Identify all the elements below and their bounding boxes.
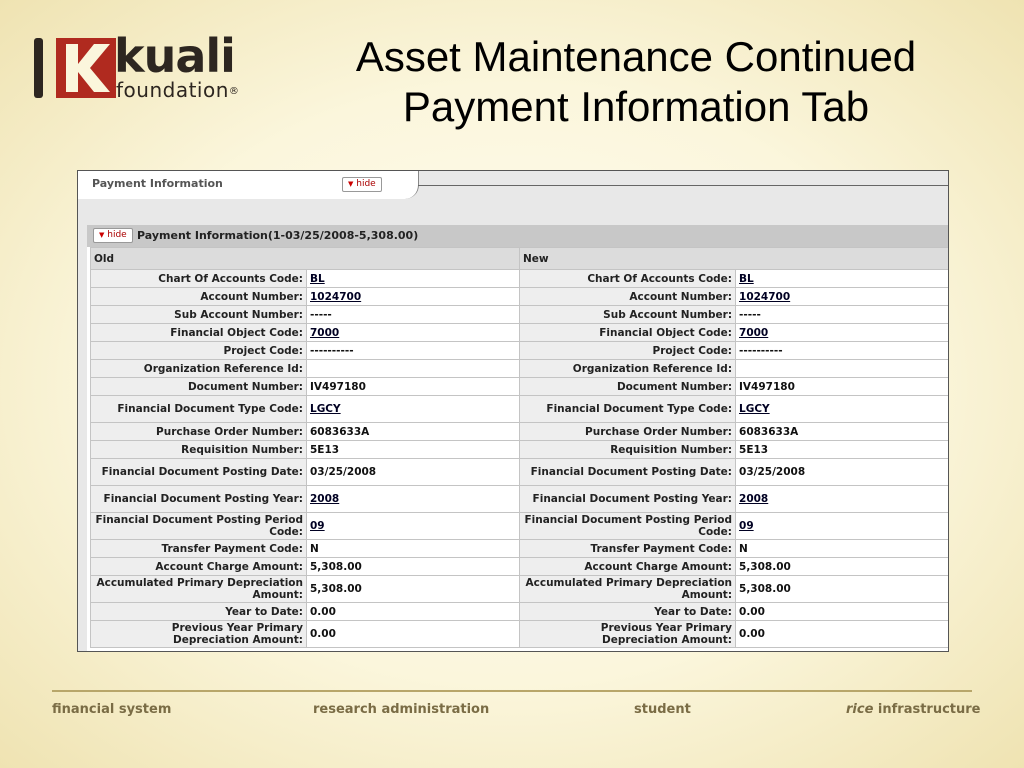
field-label: Document Number: xyxy=(91,378,307,396)
old-value: 0.00 xyxy=(307,603,520,621)
section-left-margin xyxy=(78,225,87,651)
old-value[interactable]: 7000 xyxy=(307,324,520,342)
field-label: Project Code: xyxy=(520,342,736,360)
field-label: Financial Document Type Code: xyxy=(520,396,736,423)
old-value[interactable]: LGCY xyxy=(307,396,520,423)
field-label: Year to Date: xyxy=(520,603,736,621)
footer-student: student xyxy=(634,702,691,717)
old-value: 5,308.00 xyxy=(307,558,520,576)
table-row xyxy=(91,324,949,342)
table-row xyxy=(91,360,949,378)
table-row xyxy=(91,342,949,360)
table-row xyxy=(91,558,949,576)
table-row xyxy=(91,513,949,540)
footer-divider xyxy=(52,690,972,692)
new-value[interactable]: 1024700 xyxy=(736,288,949,306)
table-row xyxy=(91,378,949,396)
field-label: Transfer Payment Code: xyxy=(91,540,307,558)
new-value: N xyxy=(736,540,949,558)
field-label: Financial Document Posting Year: xyxy=(520,486,736,513)
field-label: Chart Of Accounts Code: xyxy=(520,270,736,288)
table-row xyxy=(91,396,949,423)
section-hide-button[interactable]: ▼ hide xyxy=(93,228,133,243)
new-value: 03/25/2008 xyxy=(736,459,949,486)
field-label: Sub Account Number: xyxy=(91,306,307,324)
new-value[interactable]: 2008 xyxy=(736,486,949,513)
field-label: Purchase Order Number: xyxy=(91,423,307,441)
footer-research-administration: research administration xyxy=(313,702,490,717)
field-label: Previous Year Primary Depreciation Amount: xyxy=(520,621,736,648)
logo-wordmark: kuali xyxy=(114,29,235,83)
new-value: 5,308.00 xyxy=(736,576,949,603)
field-label: Organization Reference Id: xyxy=(91,360,307,378)
new-value xyxy=(736,360,949,378)
old-value: IV497180 xyxy=(307,378,520,396)
field-label: Chart Of Accounts Code: xyxy=(91,270,307,288)
table-row xyxy=(91,441,949,459)
old-value: ---------- xyxy=(307,342,520,360)
field-label: Accumulated Primary Depreciation Amount: xyxy=(91,576,307,603)
table-row xyxy=(91,306,949,324)
table-row xyxy=(91,270,949,288)
field-label: Sub Account Number: xyxy=(520,306,736,324)
new-value: 0.00 xyxy=(736,621,949,648)
field-label: Project Code: xyxy=(91,342,307,360)
field-label: Account Number: xyxy=(520,288,736,306)
new-value[interactable]: BL xyxy=(736,270,949,288)
new-value: 5,308.00 xyxy=(736,558,949,576)
field-label: Financial Document Posting Year: xyxy=(91,486,307,513)
logo-subtitle: foundation® xyxy=(116,78,240,102)
field-label: Purchase Order Number: xyxy=(520,423,736,441)
section-header xyxy=(87,225,948,247)
old-value: ----- xyxy=(307,306,520,324)
new-value[interactable]: LGCY xyxy=(736,396,949,423)
new-value: 5E13 xyxy=(736,441,949,459)
field-label: Accumulated Primary Depreciation Amount: xyxy=(520,576,736,603)
field-label: Financial Document Posting Date: xyxy=(91,459,307,486)
collapse-triangle-icon: ▼ xyxy=(99,231,105,239)
tab-label: Payment Information xyxy=(92,177,223,190)
table-row xyxy=(91,576,949,603)
registered-mark: ® xyxy=(228,86,240,97)
slide-title-line1: Asset Maintenance Continued xyxy=(355,33,917,80)
new-value: 6083633A xyxy=(736,423,949,441)
kuali-k-icon xyxy=(56,38,116,98)
field-label: Account Charge Amount: xyxy=(520,558,736,576)
old-value[interactable]: 2008 xyxy=(307,486,520,513)
footer-financial-system: financial system xyxy=(52,702,172,717)
new-value: ---------- xyxy=(736,342,949,360)
payment-information-screenshot xyxy=(77,170,949,652)
old-value: 6083633A xyxy=(307,423,520,441)
old-value[interactable]: 09 xyxy=(307,513,520,540)
table-row xyxy=(91,423,949,441)
field-label: Financial Document Posting Period Code: xyxy=(520,513,736,540)
column-header-new: New xyxy=(520,248,949,270)
slide-title xyxy=(300,32,972,132)
field-label: Requisition Number: xyxy=(91,441,307,459)
field-label: Financial Document Type Code: xyxy=(91,396,307,423)
field-label: Account Charge Amount: xyxy=(91,558,307,576)
field-label: Transfer Payment Code: xyxy=(520,540,736,558)
field-label: Financial Document Posting Date: xyxy=(520,459,736,486)
old-value[interactable]: BL xyxy=(307,270,520,288)
field-label: Financial Object Code: xyxy=(91,324,307,342)
field-label: Year to Date: xyxy=(91,603,307,621)
collapse-triangle-icon: ▼ xyxy=(348,180,354,188)
old-value xyxy=(307,360,520,378)
table-row xyxy=(91,486,949,513)
table-row xyxy=(91,603,949,621)
new-value: IV497180 xyxy=(736,378,949,396)
old-value: 5,308.00 xyxy=(307,576,520,603)
tab-bar xyxy=(78,171,948,225)
footer-rice-infrastructure: rice infrastructure xyxy=(846,702,981,717)
field-label: Previous Year Primary Depreciation Amount: xyxy=(91,621,307,648)
table-row xyxy=(91,459,949,486)
old-value[interactable]: 1024700 xyxy=(307,288,520,306)
new-value: 0.00 xyxy=(736,603,949,621)
tab-payment-information[interactable] xyxy=(78,171,419,199)
field-label: Account Number: xyxy=(91,288,307,306)
new-value: ----- xyxy=(736,306,949,324)
old-value: 0.00 xyxy=(307,621,520,648)
old-value: 5E13 xyxy=(307,441,520,459)
field-label: Financial Object Code: xyxy=(520,324,736,342)
old-value: N xyxy=(307,540,520,558)
table-row xyxy=(91,540,949,558)
field-label: Financial Document Posting Period Code: xyxy=(91,513,307,540)
tab-hide-button[interactable]: ▼ hide xyxy=(342,177,382,192)
slide-title-line2: Payment Information Tab xyxy=(402,83,870,130)
payment-table xyxy=(90,247,949,648)
field-label: Organization Reference Id: xyxy=(520,360,736,378)
table-row xyxy=(91,621,949,648)
tab-divider xyxy=(418,185,948,186)
new-value[interactable]: 09 xyxy=(736,513,949,540)
field-label: Requisition Number: xyxy=(520,441,736,459)
section-title: Payment Information(1-03/25/2008-5,308.00) xyxy=(137,229,419,242)
old-value: 03/25/2008 xyxy=(307,459,520,486)
table-row xyxy=(91,288,949,306)
column-header-old: Old xyxy=(91,248,520,270)
field-label: Document Number: xyxy=(520,378,736,396)
kuali-logo xyxy=(34,29,284,104)
new-value[interactable]: 7000 xyxy=(736,324,949,342)
logo-bracket xyxy=(34,38,43,98)
